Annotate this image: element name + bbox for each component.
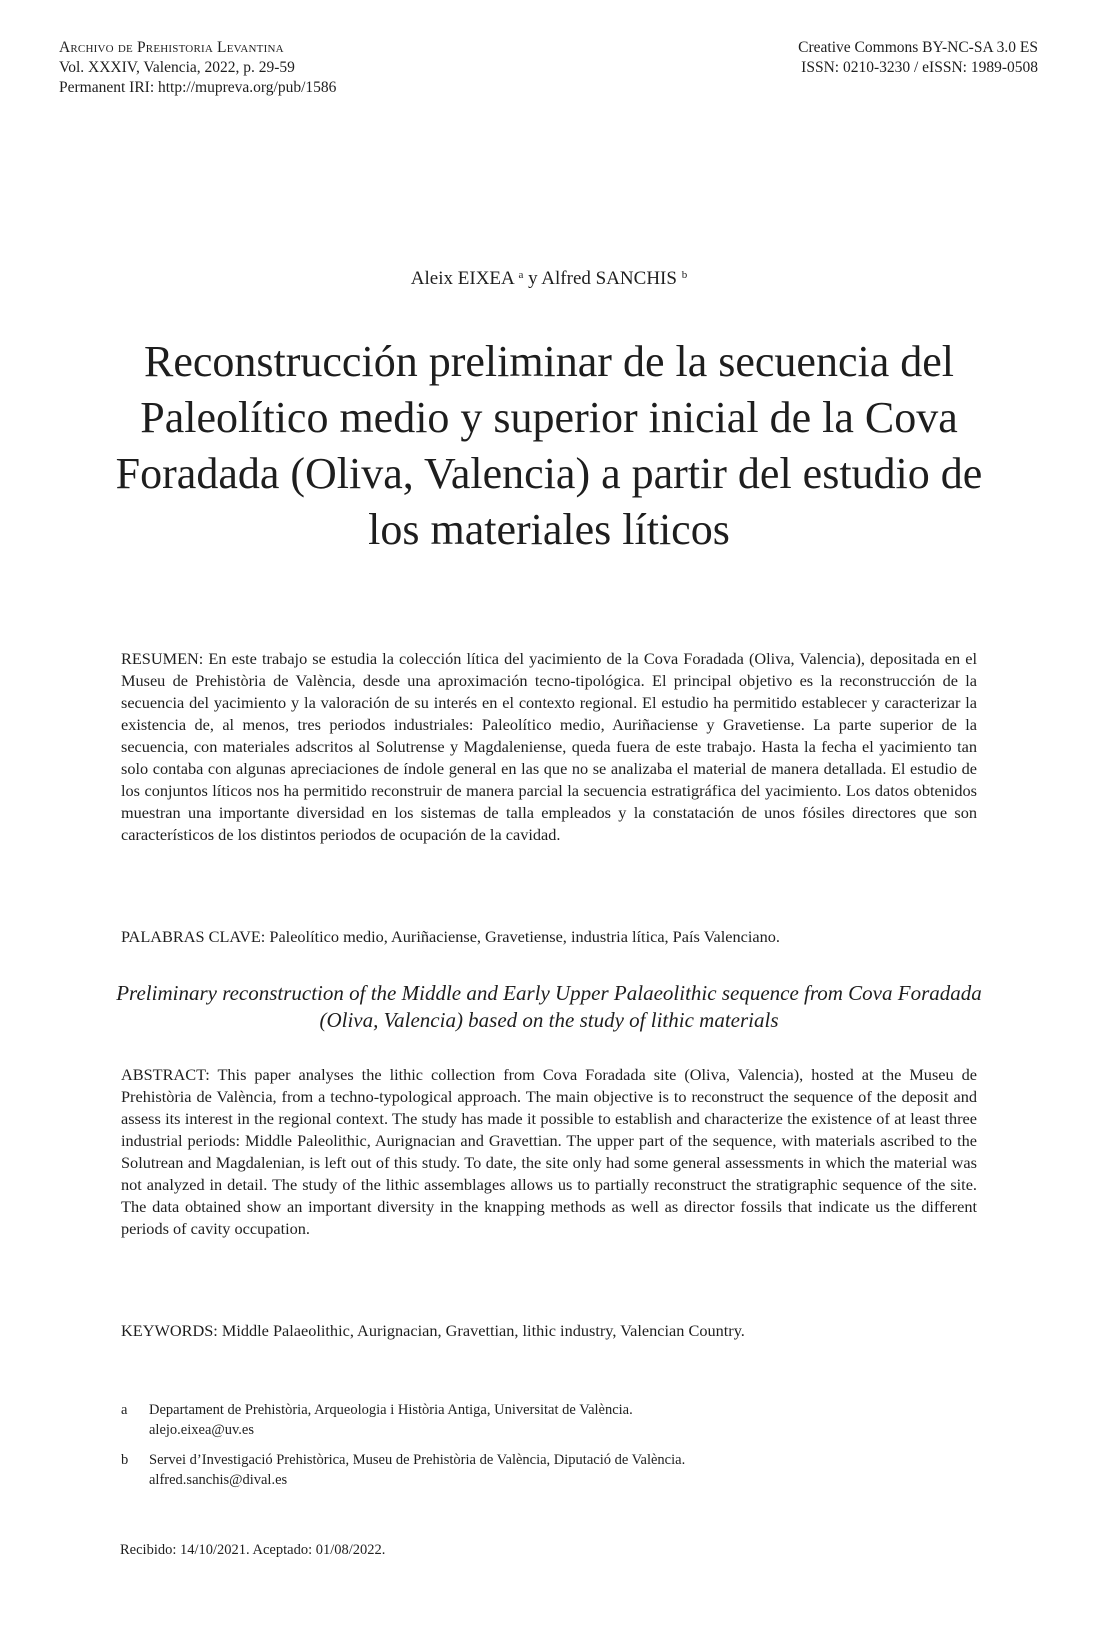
- abstract-text: This paper analyses the lithic collection from Cova Foradada site (Oliva, Valencia), hosted at the Museu de Prehistòria de València, from a techno-typological approach. The main objective is to reconstruct the sequence of the deposit and assess its interest in the regional context. The study has made it possible to establish and characterize the existence of at least three industrial periods: Middle Paleolithic, Aurignacian and Gravettian. The upper part of the sequence, with materials ascribed to the Solutrean and Magdalenian, is left out of this study. To date, the site only had some general assessments in which the material was not analyzed in detail. The study of the lithic assemblages allows us to partially reconstruct the stratigraphic sequence of the site. The data obtained show an important diversity in the knapping methods as well as director fossils that indicate us the different periods of cavity occupation.: [121, 1065, 978, 1238]
- footnote-mark: b: [121, 1452, 129, 1468]
- footnote-email: alfred.sanchis@dival.es: [149, 1472, 288, 1488]
- footnote-affiliation: Departament de Prehistòria, Arqueologia i Història Antiga, Universitat de València.: [149, 1402, 633, 1418]
- footnote-affiliation: Servei d’Investigació Prehistòrica, Museu de Prehistòria de València, Diputació de València.: [149, 1452, 686, 1468]
- footnote-b: [121, 1450, 981, 1490]
- english-title: Preliminary reconstruction of the Middle and Early Upper Palaeolithic sequence from Cova Foradada (Oliva, Valencia) based on the study of lithic materials: [116, 981, 982, 1032]
- resumen-text: En este trabajo se estudia la colección lítica del yacimiento de la Cova Foradada (Oliva, Valencia), depositada en el Museu de Prehistòria de València, desde una aproximación tecno-tipológica. El principal objetivo es la reconstrucción de la secuencia del yacimiento y la valoración de su interés en el contexto regional. El estudio ha permitido establecer y caracterizar la existencia de, al menos, tres periodos industriales: Paleolítico medio, Auriñaciense y Gravetiense. La parte superior de la secuencia, con materiales adscritos al Solutrense y Magdaleniense, queda fuera de este trabajo. Hasta la fecha el yacimiento tan solo contaba con algunas apreciaciones de índole general en las que no se analizaba el material de manera detallada. El estudio de los conjuntos líticos nos ha permitido reconstruir de manera parcial la secuencia estratigráfica del yacimiento. Los datos obtenidos muestran una importante diversidad en los sistemas de talla empleados y la constatación de unos fósiles directores que son característicos de los distintos periodos de ocupación de la cavidad.: [121, 649, 977, 844]
- abstract-label: ABSTRACT:: [121, 1065, 210, 1084]
- permanent-iri: Permanent IRI: http://mupreva.org/pub/1586: [59, 79, 337, 96]
- author-1-mark: a: [518, 269, 524, 281]
- journal-name: Archivo de Prehistoria Levantina: [59, 39, 284, 56]
- keywords-text: Middle Palaeolithic, Aurignacian, Gravettian, lithic industry, Valencian Country.: [221, 1321, 745, 1340]
- footnote-mark: a: [121, 1402, 128, 1418]
- keywords-label: KEYWORDS:: [121, 1321, 218, 1340]
- keywords-paragraph: [121, 1320, 977, 1342]
- journal-header: [59, 38, 336, 98]
- author-2: Alfred SANCHIS: [541, 268, 677, 289]
- authors-conjunction: y: [528, 268, 538, 289]
- license-text: Creative Commons BY-NC-SA 3.0 ES: [798, 39, 1038, 56]
- received-dates: Recibido: 14/10/2021. Aceptado: 01/08/2022.: [120, 1542, 386, 1558]
- resumen-label: RESUMEN:: [121, 649, 204, 668]
- volume-info: Vol. XXXIV, Valencia, 2022, p. 29-59: [59, 59, 295, 76]
- abstract-paragraph: [121, 1064, 977, 1240]
- author-2-mark: b: [681, 269, 688, 281]
- palabras-clave-label: PALABRAS CLAVE:: [121, 927, 266, 946]
- palabras-clave-paragraph: [121, 926, 977, 948]
- license-header: [798, 38, 1038, 78]
- footnote-email: alejo.eixea@uv.es: [149, 1422, 255, 1438]
- paper-title: Reconstrucción preliminar de la secuencia del Paleolítico medio y superior inicial de la Cova Foradada (Oliva, Valencia) a partir del estudio de los materiales líticos: [115, 337, 983, 554]
- issn-text: ISSN: 0210-3230 / eISSN: 1989-0508: [801, 59, 1038, 76]
- palabras-clave-text: Paleolítico medio, Auriñaciense, Gravetiense, industria lítica, País Valenciano.: [269, 927, 780, 946]
- author-1: Aleix EIXEA: [410, 268, 514, 289]
- footnote-a: [121, 1400, 981, 1440]
- resumen-paragraph: [121, 648, 977, 846]
- authors-line: [0, 268, 1098, 290]
